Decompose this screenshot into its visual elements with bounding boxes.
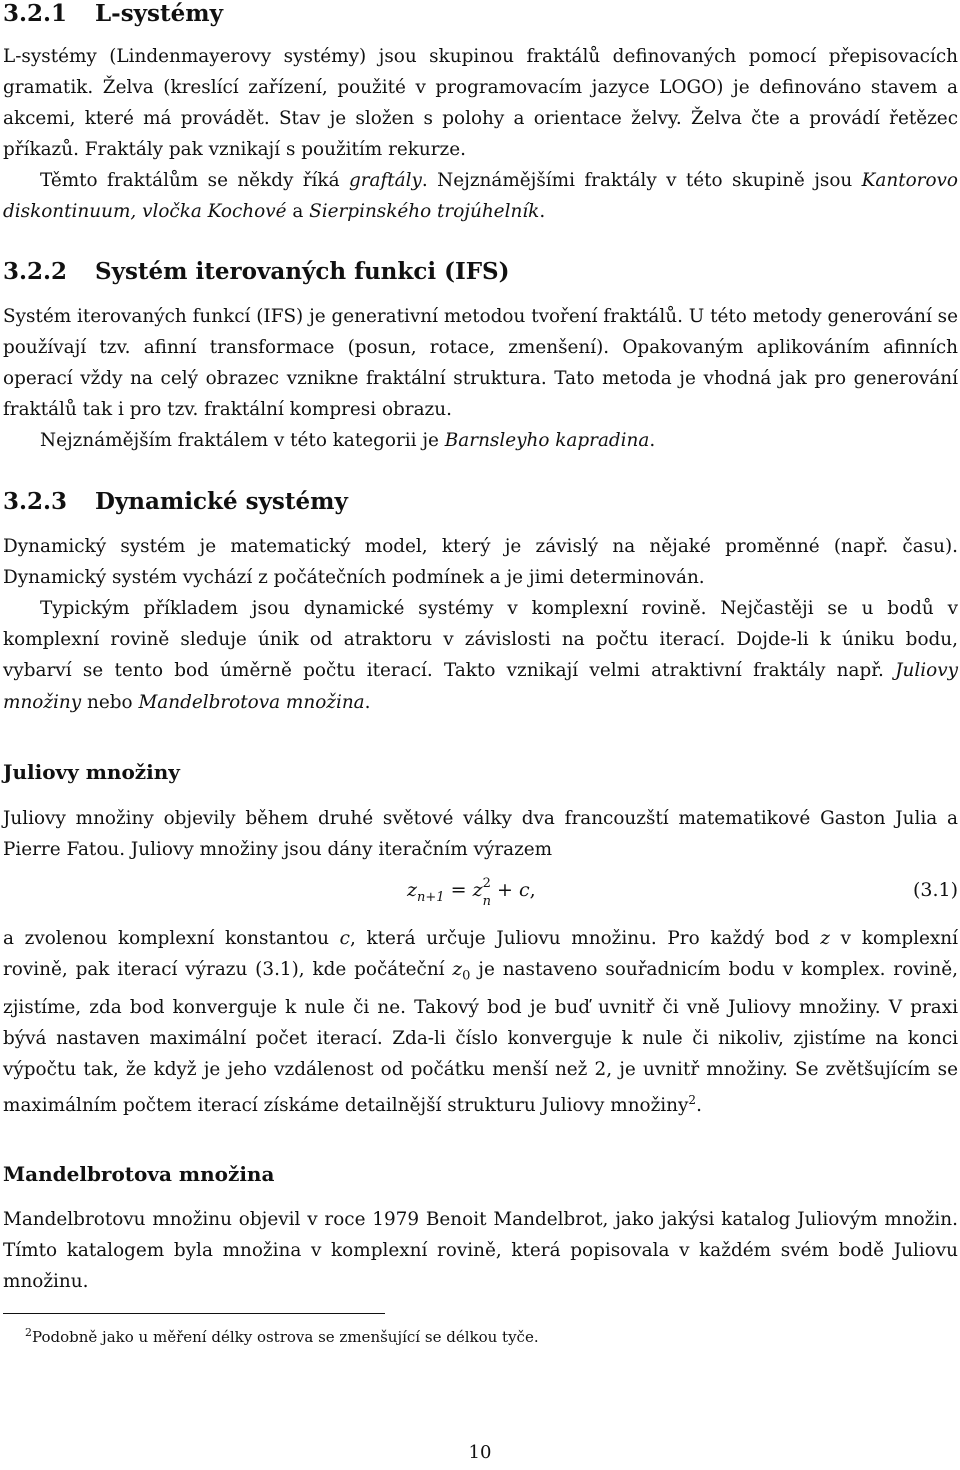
- paragraph-heading-mandelbrot: Mandelbrotova množina: [3, 1162, 275, 1187]
- footnote-text: Podobně jako u měření délky ostrova se zmenšující se délkou tyče.: [32, 1328, 539, 1347]
- section-number: 3.2.2: [3, 257, 68, 285]
- section-title: L-systémy: [95, 0, 223, 27]
- section-heading-dynamic: [3, 488, 958, 516]
- term-barnsley: Barnsleyho kapradina: [444, 429, 650, 451]
- section-number: 3.2.1: [3, 0, 68, 27]
- paragraph-julia-2: a zvolenou komplexní konstantou c, která určuje Juliovu množinu. Pro každý bod z v komplexní rovině, pak iterací výrazu (3.1), kde počáteční $z_0$ je nastaveno souřadnicím bodu v komplex. rovině, zjistíme, zda bod konverguje k nule či ne. Takový bod je buď uvnitř či vně Juliovy množiny. V praxi bývá nastaven maximální počet iterací. Zda-li číslo konverguje k nule či nikoliv, zjistíme na konci výpočtu tak, že když je jeho vzdálenost od počátku menší než 2, je uvnitř množiny. Se zvětšujícím se maximálním počtem iterací získáme detailnější strukturu Juliovy množiny$^2$.: [3, 927, 958, 1117]
- footnote-ref[interactable]: 2: [688, 1092, 697, 1107]
- section-heading-lsystems: [3, 0, 958, 28]
- term-graftaly: graftály: [348, 170, 422, 192]
- term-sierpinski: Sierpinského trojúhelník: [309, 201, 540, 223]
- footnote-rule: [3, 1313, 385, 1314]
- document-page: [3, 0, 958, 1348]
- footnote: [3, 1322, 958, 1348]
- term-kantor-koch: Kantorovo diskontinuum, vločka Kochové: [3, 170, 958, 223]
- equation-3-1: [3, 873, 958, 917]
- paragraph-dynamic-2: Typickým příkladem jsou dynamické systémy v komplexní rovině. Nejčastěji se u bodů v komplexní rovině sleduje únik od atraktoru v závislosti na počtu iterací. Dojde-li k úniku bodu, vybarví se tento bod úměrně počtu iterací. Takto vznikají velmi atraktivní fraktály např. Juliovy množiny nebo Mandelbrotova množina.: [3, 598, 958, 713]
- paragraph-mandelbrot-1: Mandelbrotovu množinu objevil v roce 1979 Benoit Mandelbrot, jako jakýsi katalog Juliovým množin. Tímto katalogem byla množina v komplexní rovině, která popisovala v každém svém bodě Juliovu množinu.: [3, 1209, 958, 1293]
- section-number: 3.2.3: [3, 488, 68, 516]
- section-heading-ifs: [3, 258, 958, 286]
- paragraph-ifs-1: Systém iterovaných funkcí (IFS) je generativní metodou tvoření fraktálů. U této metody generování se používají tzv. afinní transformace (posun, rotace, zmenšení). Opakovaným aplikováním afinních operací vždy na celý obrazec vznikne fraktální struktura. Tato metoda je vhodná jak pro generování fraktálů tak i pro tzv. fraktální kompresi obrazu.: [3, 305, 958, 420]
- paragraph-lsystems-1: L-systémy (Lindenmayerovy systémy) jsou skupinou fraktálů definovaných pomocí přepisovacích gramatik. Želva (kreslící zařízení, použité v programovacím jazyce LOGO) je definováno stavem a akcemi, které má provádět. Stav je složen s polohy a orientace želvy. Želva čte a provádí řetězec příkazů. Fraktály pak vznikají s použitím rekurze.: [3, 46, 958, 161]
- page-number: 10: [468, 1442, 492, 1463]
- section-title: Dynamické systémy: [95, 488, 348, 516]
- equation-formula: $z_{n+1} = z$ 2 n + c,: [407, 875, 536, 909]
- paragraph-heading-julia: Juliovy množiny: [3, 759, 180, 784]
- term-julia: Juliovy množiny: [3, 660, 958, 713]
- section-title: Systém iterovaných funkci (IFS): [95, 257, 510, 285]
- term-mandelbrot: Mandelbrotova množina: [138, 691, 365, 713]
- paragraph-julia-1: Juliovy množiny objevily během druhé světové války dva francouzští matematikové Gaston Julia a Pierre Fatou. Juliovy množiny jsou dány iteračním výrazem: [3, 807, 958, 860]
- paragraph-lsystems-2: Těmto fraktálům se někdy říká graftály. Nejznámějšími fraktály v této skupině jsou Kantorovo diskontinuum, vločka Kochové a Sierpinského trojúhelník.: [3, 170, 958, 223]
- paragraph-dynamic-1: Dynamický systém je matematický model, který je závislý na nějaké proměnné (např. času). Dynamický systém vychází z počátečních podmínek a je jimi determinován.: [3, 536, 958, 589]
- equation-label: (3.1): [912, 878, 958, 901]
- footnote-mark: 2: [25, 1326, 32, 1340]
- paragraph-ifs-2: Nejznámějším fraktálem v této kategorii je Barnsleyho kapradina.: [40, 429, 656, 451]
